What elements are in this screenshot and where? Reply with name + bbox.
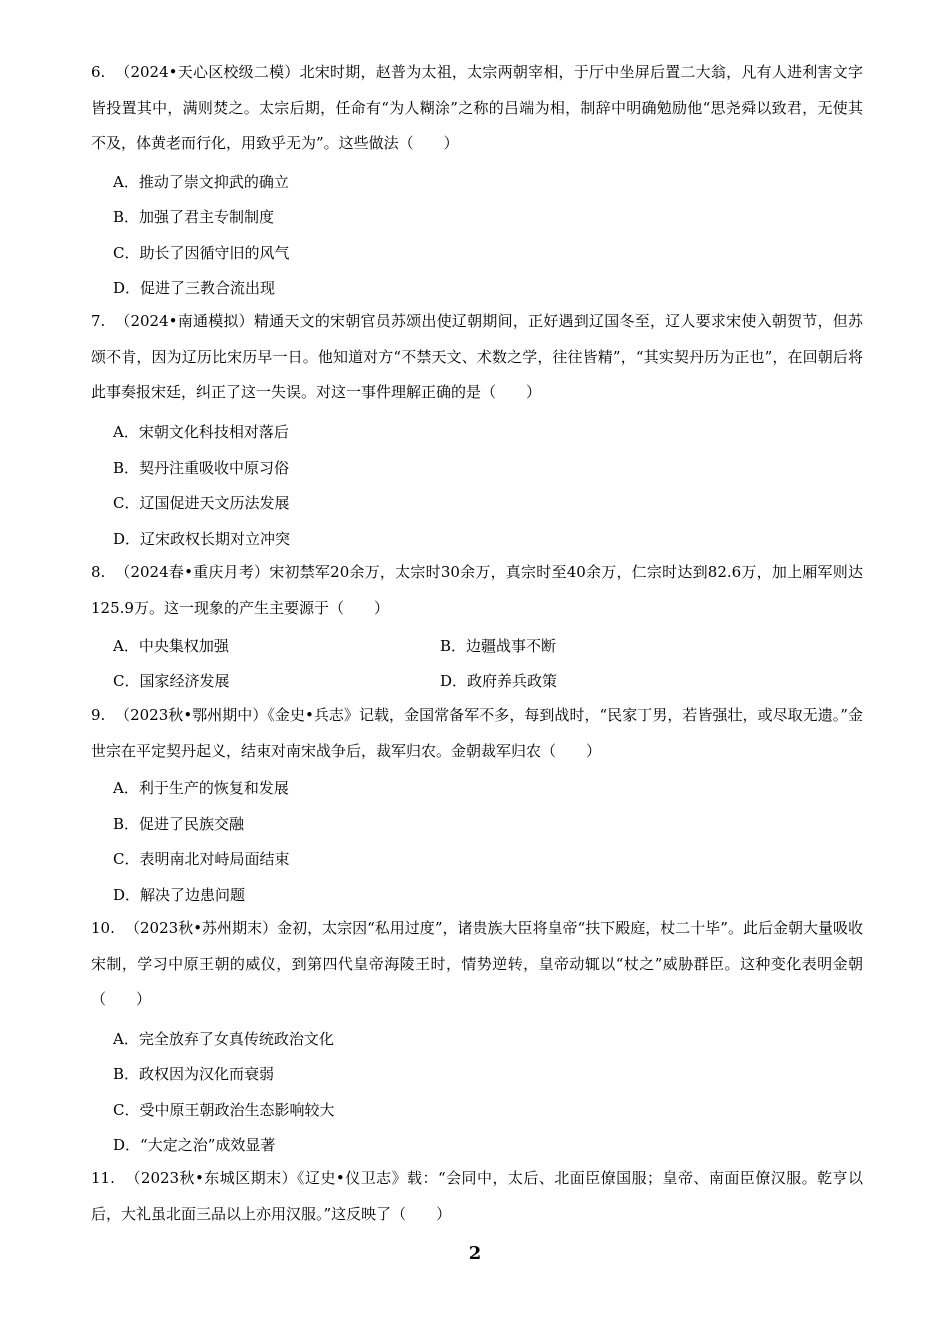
option-a: A．宋朝文化科技相对落后 xyxy=(113,423,289,441)
option-b: B．契丹注重吸收中原习俗 xyxy=(113,459,290,477)
question-number: 9. xyxy=(91,706,106,724)
question-9 xyxy=(91,698,863,769)
question-8 xyxy=(91,555,863,626)
question-text: （2024•天心区校级二模）北宋时期，赵普为太祖，太宗两朝宰相，于厅中坐屏后置二大翁，凡有人进利害文字皆投置其中，满则焚之。太宗后期，任命有“为人糊涂”之称的吕端为相，制辞中明确勉励他“思尧舜以致君，无使其不及，体黄老而行化，用致乎无为”。这些做法（ ） xyxy=(91,63,863,152)
question-11 xyxy=(91,1161,863,1232)
question-stem xyxy=(91,555,863,626)
option-c: C．国家经济发展 xyxy=(113,672,230,690)
question-text: （2024•南通模拟）精通天文的宋朝官员苏颂出使辽朝期间，正好遇到辽国冬至，辽人要求宋使入朝贺节，但苏颂不肯，因为辽历比宋历早一日。他知道对方“不禁天文、术数之学，往往皆精”，“其实契丹历为正也”，在回朝后将此事奏报宋廷，纠正了这一失误。对这一事件理解正确的是（ ） xyxy=(91,312,863,401)
question-number: 6. xyxy=(91,63,106,81)
option-d: D．促进了三教合流出现 xyxy=(113,279,276,297)
option-a: A．完全放弃了女真传统政治文化 xyxy=(113,1030,334,1048)
question-text: （2024春•重庆月考）宋初禁军20余万，太宗时30余万，真宗时至40余万，仁宗时达到82.6万，加上厢军则达125.9万。这一现象的产生主要源于（ ） xyxy=(91,563,863,617)
option-d: D．辽宋政权长期对立冲突 xyxy=(113,530,291,548)
option-d: D．解决了边患问题 xyxy=(113,886,246,904)
option-b: B．加强了君主专制制度 xyxy=(113,208,275,226)
question-6 xyxy=(91,55,863,162)
question-number: 10. xyxy=(91,919,115,937)
question-number: 11. xyxy=(91,1169,115,1187)
option-c: C．辽国促进天文历法发展 xyxy=(113,494,290,512)
option-c: C．助长了因循守旧的风气 xyxy=(113,244,290,262)
question-stem xyxy=(91,55,863,162)
option-c: C．受中原王朝政治生态影响较大 xyxy=(113,1101,335,1119)
option-a: A．推动了崇文抑武的确立 xyxy=(113,173,289,191)
option-b: B．政权因为汉化而衰弱 xyxy=(113,1065,275,1083)
question-10 xyxy=(91,911,863,1018)
question-stem xyxy=(91,911,863,1018)
option-a: A．利于生产的恢复和发展 xyxy=(113,779,289,797)
option-b: B．边疆战事不断 xyxy=(440,637,557,655)
option-c: C．表明南北对峙局面结束 xyxy=(113,850,290,868)
page-number: 2 xyxy=(468,1243,482,1264)
question-text: （2023秋•东城区期末）《辽史•仪卫志》载：“会同中，太后、北面臣僚国服；皇帝、南面臣僚汉服。乾亨以后，大礼虽北面三品以上亦用汉服。”这反映了（ ） xyxy=(91,1169,863,1223)
question-stem xyxy=(91,304,863,411)
option-a: A．中央集权加强 xyxy=(113,637,229,655)
question-text: （2023秋•苏州期末）金初，太宗因“私用过度”，诸贵族大臣将皇帝“扶下殿庭，杖二十毕”。此后金朝大量吸收宋制，学习中原王朝的威仪，到第四代皇帝海陵王时，情势逆转，皇帝动辄以“杖之”威胁群臣。这种变化表明金朝（ ） xyxy=(91,919,863,1008)
question-stem xyxy=(91,698,863,769)
question-number: 8. xyxy=(91,563,106,581)
question-number: 7. xyxy=(91,312,106,330)
option-b: B．促进了民族交融 xyxy=(113,815,245,833)
question-7 xyxy=(91,304,863,411)
option-d: D．政府养兵政策 xyxy=(440,672,558,690)
question-text: （2023秋•鄂州期中）《金史•兵志》记载，金国常备军不多，每到战时，“民家丁男，若皆强壮，或尽取无遗。”金世宗在平定契丹起义，结束对南宋战争后，裁军归农。金朝裁军归农（ ） xyxy=(91,706,863,760)
question-stem xyxy=(91,1161,863,1232)
option-d: D．“大定之治”成效显著 xyxy=(113,1136,276,1154)
